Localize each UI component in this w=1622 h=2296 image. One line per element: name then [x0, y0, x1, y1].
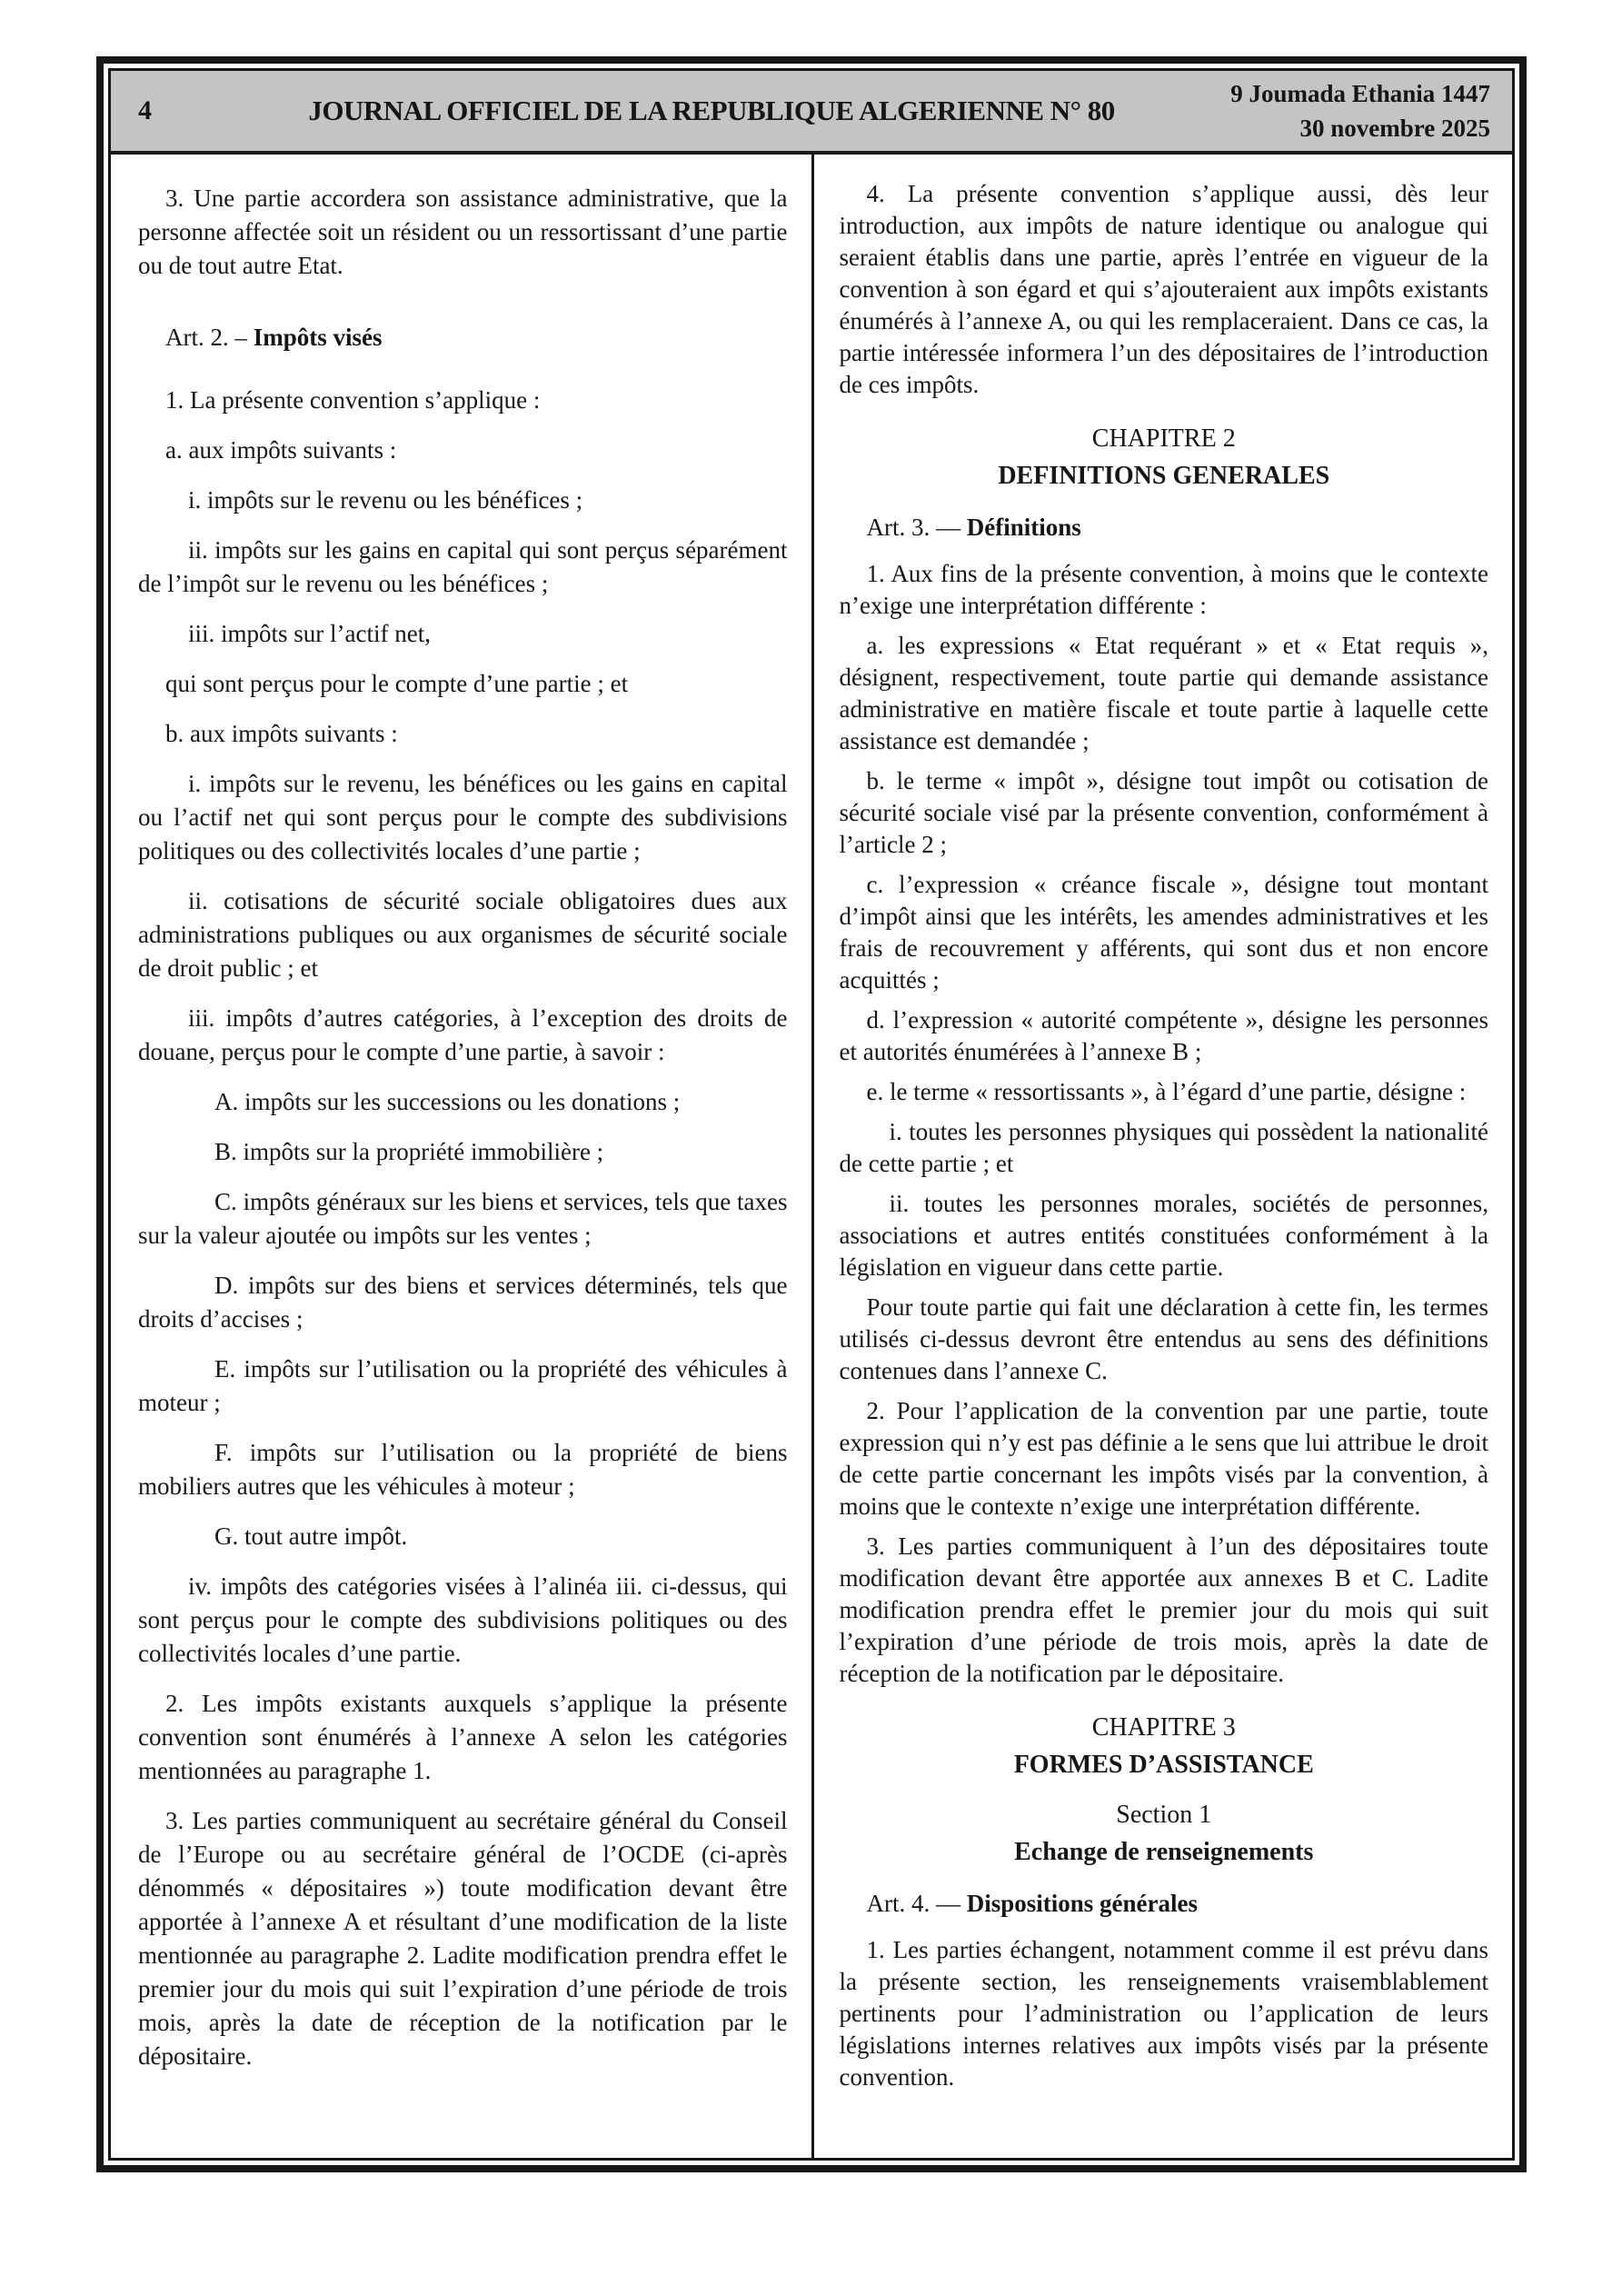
- section-subheading: Echange de renseignements: [1014, 1838, 1314, 1866]
- article-title: Impôts visés: [253, 324, 383, 351]
- paragraph: iii. impôts sur l’actif net,: [188, 620, 431, 647]
- paragraph: 3. Les parties communiquent au secrétaire général du Conseil de l’Europe ou au secrétaire général de l’OCDE (ci-après dénommés « dépositaires ») toute modification devant être apportée à l’annexe A et résultant d’une modification de la liste mentionnée au paragraphe 2. Ladite modification prendra effet le premier jour du mois qui suit l’expiration d’une période de trois mois, après la date de réception de la notification par le dépositaire.: [138, 1807, 788, 2070]
- paragraph: d. l’expression « autorité compétente », désigne les personnes et autorités énumérées à l’annexe B ;: [839, 1006, 1488, 1065]
- paragraph: 1. Aux fins de la présente convention, à moins que le contexte n’exige une interprétation différente :: [839, 560, 1488, 619]
- chapter-subheading: FORMES D’ASSISTANCE: [1013, 1751, 1314, 1779]
- paragraph: qui sont perçus pour le compte d’une partie ; et: [165, 670, 629, 697]
- article-number: Art. 4. —: [866, 1890, 967, 1917]
- page-body: [111, 155, 1512, 2158]
- paragraph: 2. Les impôts existants auxquels s’applique la présente convention sont énumérés à l’annexe A selon les catégories mentionnées au paragraphe 1.: [138, 1690, 788, 1784]
- chapter-heading: CHAPITRE 3: [1091, 1713, 1236, 1742]
- paragraph: 1. Les parties échangent, notamment comme il est prévu dans la présente section, les renseignements vraisemblablement pertinents pour l’administration ou l’application de leurs législations internes relatives aux impôts visés par la présente convention.: [839, 1936, 1488, 2091]
- paragraph: G. tout autre impôt.: [214, 1522, 408, 1550]
- paragraph: 1. La présente convention s’applique :: [165, 386, 541, 414]
- paragraph: 3. Une partie accordera son assistance administrative, que la personne affectée soit un résident ou un ressortissant d’une partie ou de tout autre Etat.: [138, 185, 788, 279]
- article-title: Définitions: [966, 514, 1081, 541]
- paragraph: a. les expressions « Etat requérant » et « Etat requis », désignent, respectivement, toute partie qui demande assistance administrative en matière fiscale et toute partie à laquelle cette assistance est demandée ;: [839, 632, 1488, 754]
- header-band: [111, 71, 1512, 155]
- gregorian-date: 30 novembre 2025: [1299, 115, 1490, 142]
- article-number: Art. 3. —: [866, 514, 967, 541]
- article-heading: [138, 321, 788, 354]
- paragraph: b. aux impôts suivants :: [165, 720, 398, 747]
- paragraph: B. impôts sur la propriété immobilière ;: [214, 1138, 604, 1165]
- paragraph: ii. toutes les personnes morales, sociétés de personnes, associations et autres entités constituées conformément à la législation en vigueur dans cette partie.: [839, 1190, 1488, 1281]
- paragraph: Pour toute partie qui fait une déclaration à cette fin, les termes utilisés ci-dessus devront être entendus au sens des définitions contenues dans l’annexe C.: [839, 1293, 1488, 1384]
- paragraph: E. impôts sur l’utilisation ou la propriété des véhicules à moteur ;: [138, 1355, 788, 1416]
- paragraph: 3. Les parties communiquent à l’un des dépositaires toute modification devant être apportée aux annexes B et C. Ladite modification prendra effet le premier jour du mois qui suit l’expiration d’une période de trois mois, après la date de réception de la notification par le dépositaire.: [839, 1532, 1488, 1687]
- paragraph: A. impôts sur les successions ou les donations ;: [214, 1088, 681, 1115]
- paragraph: iii. impôts d’autres catégories, à l’exception des droits de douane, perçus pour le compte d’une partie, à savoir :: [138, 1004, 788, 1065]
- article-heading: [840, 512, 1489, 544]
- header-dates: [1203, 76, 1490, 145]
- article-title: Dispositions générales: [966, 1890, 1199, 1917]
- paragraph: e. le terme « ressortissants », à l’égard d’une partie, désigne :: [866, 1078, 1467, 1105]
- journal-title: JOURNAL OFFICIEL DE LA REPUBLIQUE ALGERIENNE N° 80: [308, 95, 1115, 126]
- left-column: [111, 155, 811, 2158]
- article-number: Art. 2. –: [165, 324, 254, 351]
- paragraph: i. toutes les personnes physiques qui possèdent la nationalité de cette partie ; et: [839, 1118, 1488, 1177]
- paragraph: i. impôts sur le revenu, les bénéfices ou les gains en capital ou l’actif net qui sont perçus pour le compte des subdivisions politiques ou des collectivités locales d’une partie ;: [138, 770, 788, 864]
- paragraph: D. impôts sur des biens et services déterminés, tels que droits d’accises ;: [138, 1272, 788, 1333]
- article-heading: [840, 1888, 1489, 1920]
- chapter-subheading: DEFINITIONS GENERALES: [998, 462, 1330, 490]
- inner-frame: [108, 68, 1515, 2161]
- outer-frame: [96, 56, 1527, 2172]
- paragraph: iv. impôts des catégories visées à l’alinéa iii. ci-dessus, qui sont perçus pour le compte des subdivisions politiques ou des collectivités locales d’une partie.: [138, 1572, 788, 1667]
- paragraph: F. impôts sur l’utilisation ou la propriété de biens mobiliers autres que les véhicules à moteur ;: [138, 1439, 788, 1500]
- paragraph: ii. cotisations de sécurité sociale obligatoires dues aux administrations publiques ou aux organismes de sécurité sociale de droit public ; et: [138, 887, 788, 982]
- paragraph: 2. Pour l’application de la convention par une partie, toute expression qui n’y est pas définie a le sens que lui attribue le droit de cette partie concernant les impôts visés par la convention, à moins que le contexte n’exige une interprétation différente.: [839, 1397, 1488, 1520]
- paragraph: c. l’expression « créance fiscale », désigne tout montant d’impôt ainsi que les intérêts, les amendes administratives et les frais de recouvrement y afférents, qui sont dus et non encore acquittés ;: [839, 871, 1488, 993]
- paragraph: 4. La présente convention s’applique aussi, dès leur introduction, aux impôts de nature identique ou analogue qui seraient établis dans une partie, après l’entrée en vigueur de la convention à son égard et qui s’ajouteraient aux impôts existants énumérés à l’annexe A, ou qui les remplaceraient. Dans ce cas, la partie intéressée informera l’un des dépositaires de l’introduction de ces impôts.: [839, 180, 1488, 398]
- page-number: 4: [138, 95, 152, 125]
- paragraph: C. impôts généraux sur les biens et services, tels que taxes sur la valeur ajoutée ou impôts sur les ventes ;: [138, 1188, 788, 1249]
- paragraph: ii. impôts sur les gains en capital qui sont perçus séparément de l’impôt sur le revenu ou les bénéfices ;: [138, 536, 788, 597]
- right-column: [814, 155, 1513, 2158]
- paragraph: i. impôts sur le revenu ou les bénéfices ;: [188, 486, 583, 514]
- paragraph: b. le terme « impôt », désigne tout impôt ou cotisation de sécurité sociale visé par la présente convention, conformément à l’article 2 ;: [839, 767, 1488, 858]
- section-heading: Section 1: [1116, 1801, 1212, 1829]
- chapter-heading: CHAPITRE 2: [1091, 424, 1236, 453]
- paragraph: a. aux impôts suivants :: [165, 436, 397, 464]
- hijri-date: 9 Joumada Ethania 1447: [1230, 80, 1490, 107]
